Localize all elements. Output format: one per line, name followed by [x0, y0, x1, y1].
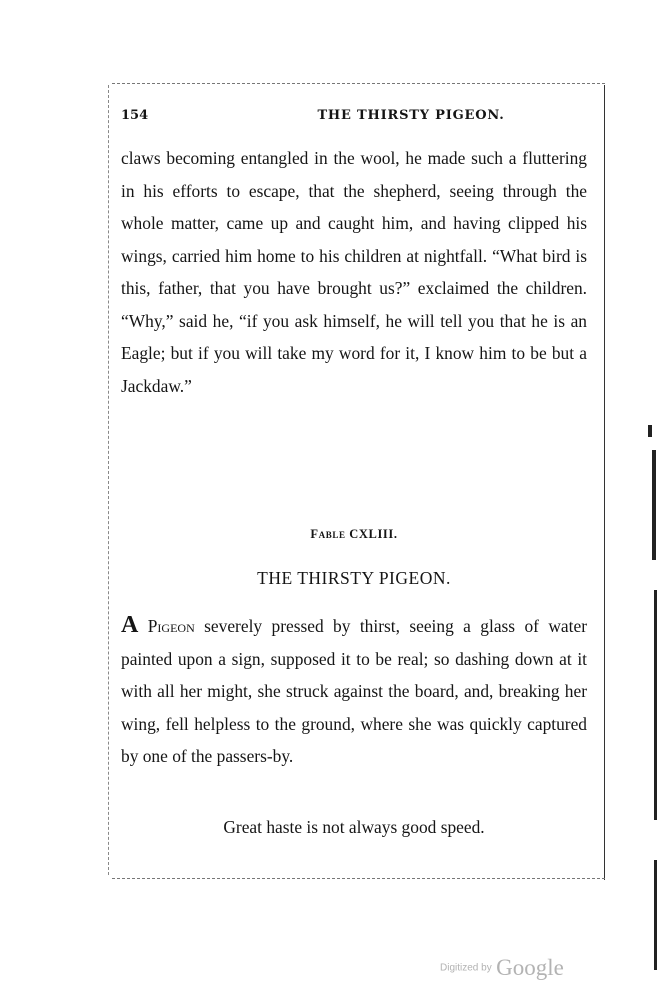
- page-number: 154: [121, 108, 149, 123]
- scan-edge-mark: [652, 450, 656, 560]
- running-title: THE THIRSTY PIGEON.: [317, 108, 505, 123]
- scan-edge-mark: [648, 425, 652, 437]
- page-frame-bottom: [112, 878, 605, 879]
- watermark-brand: Google: [496, 955, 564, 980]
- running-head: [121, 108, 591, 128]
- fable-number: Fable CXLIII.: [310, 527, 398, 541]
- fable-title: THE THIRSTY PIGEON.: [257, 568, 451, 588]
- scan-edge-mark: [654, 860, 657, 970]
- page-frame-right: [604, 85, 605, 880]
- fable-body-text: severely pressed by thirst, seeing a glass of water painted upon a sign, supposed it to be real; so dashing down at it with all her might, she struck against the board, and, breaking her wing, fell helpless to the ground, where she was quickly captured by one of the passers-by.: [121, 616, 587, 766]
- fable-moral: Great haste is not always good speed.: [223, 817, 485, 837]
- continued-paragraph: claws becoming entangled in the wool, he made such a fluttering in his efforts to escape, that the shepherd, seeing through the whole matter, came up and caught him, and having clipped his wings, carried him home to his children at nightfall. “What bird is this, father, that you have brought us?” exclaimed the children. “Why,” said he, “if you ask himself, he will tell you that he is an Eagle; but if you will take my word for it, I know him to be but a Jackdaw.”: [121, 148, 587, 396]
- digitized-watermark: [440, 955, 600, 985]
- fable-body: [121, 609, 587, 773]
- page-frame-left: [108, 85, 109, 875]
- first-word: Pigeon: [147, 616, 195, 636]
- scan-edge-mark: [654, 590, 657, 820]
- page-frame-top: [112, 83, 605, 84]
- drop-cap: A: [121, 612, 139, 638]
- watermark-prefix: Digitized by: [440, 962, 492, 974]
